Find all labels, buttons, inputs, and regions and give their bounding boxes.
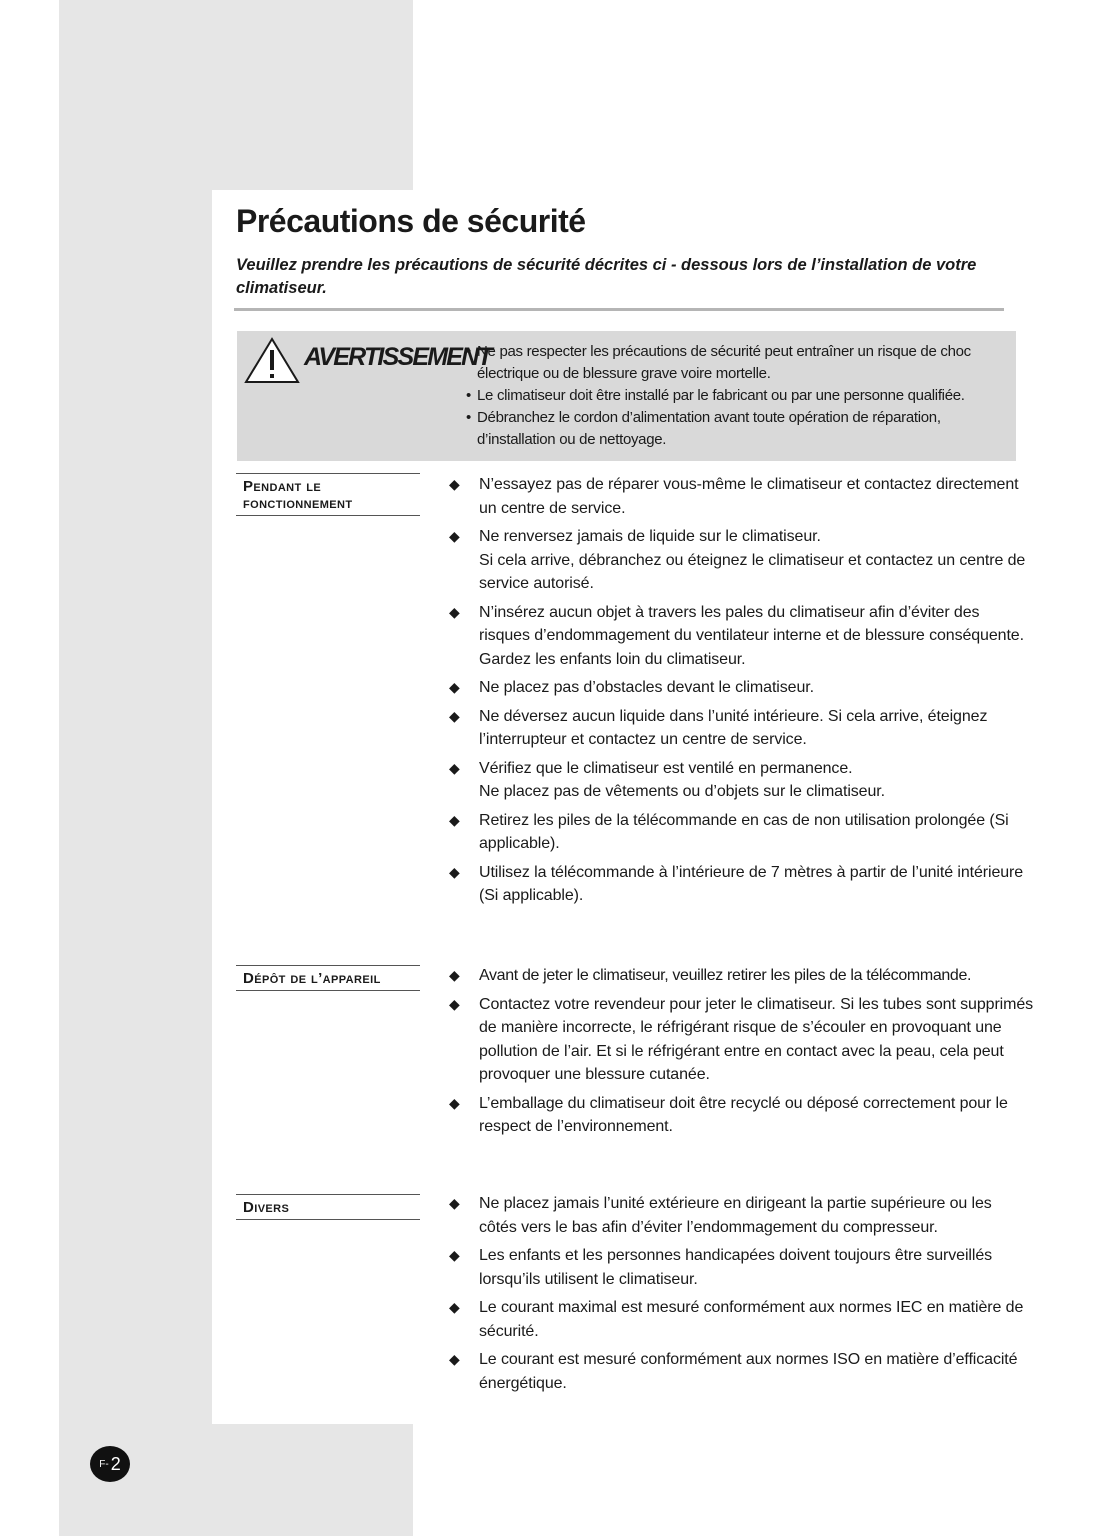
warning-list <box>466 341 1014 451</box>
section-list-disposal <box>449 964 1039 1144</box>
list-item: ◆ N’essayez pas de réparer vous-même le climatiseur et contactez directement un centre de service. <box>449 473 1029 520</box>
section-label-misc <box>236 1194 420 1220</box>
page-subtitle: Veuillez prendre les précautions de sécurité décrites ci - dessous lors de l’installation de votre climatiseur. <box>236 256 977 297</box>
warning-item: • Ne pas respecter les précautions de sécurité peut entraîner un risque de choc électrique ou de blessure grave voire mortelle. <box>466 341 1014 385</box>
page-number: 2 <box>110 1453 121 1474</box>
list-item: ◆ Ne renversez jamais de liquide sur le climatiseur. Si cela arrive, débranchez ou éteignez le climatiseur et contactez un centre de service autorisé. <box>449 525 1029 596</box>
section-label-text: Pendant le fonctionnement <box>243 478 353 512</box>
page-number-badge <box>90 1446 130 1482</box>
list-item: ◆ Vérifiez que le climatiseur est ventilé en permanence. Ne placez pas de vêtements ou d’objets sur le climatiseur. <box>449 757 1029 804</box>
list-item: ◆ Ne placez jamais l’unité extérieure en dirigeant la partie supérieure ou les côtés vers le bas afin d’éviter l’endommagement du compresseur. <box>449 1192 1029 1239</box>
list-item: ◆ L’emballage du climatiseur doit être recyclé ou déposé correctement pour le respect de l’environnement. <box>449 1092 1039 1139</box>
page-title: Précautions de sécurité <box>236 203 586 239</box>
section-list-operation <box>449 473 1029 913</box>
warning-item: • Débranchez le cordon d’alimentation avant toute opération de réparation, d’installation ou de nettoyage. <box>466 407 1014 451</box>
list-item: ◆ Contactez votre revendeur pour jeter le climatiseur. Si les tubes sont supprimés de manière incorrecte, le réfrigérant risque de s’écouler en provoquant une pollution de l’air. Et si le réfrigérant entre en contact avec la peau, cela peut provoquer une blessure cutanée. <box>449 993 1039 1087</box>
warning-label: AVERTISSEMENT <box>304 343 491 371</box>
section-label-operation <box>236 473 420 516</box>
list-item: ◆ Le courant maximal est mesuré conformément aux normes IEC en matière de sécurité. <box>449 1296 1029 1343</box>
warning-triangle-icon <box>244 337 300 385</box>
list-item: ◆ Avant de jeter le climatiseur, veuillez retirer les piles de la télécommande. <box>449 964 1039 988</box>
list-item: ◆ Le courant est mesuré conformément aux normes ISO en matière d’efficacité énergétique. <box>449 1348 1029 1395</box>
warning-item: • Le climatiseur doit être installé par le fabricant ou par une personne qualifiée. <box>466 385 1014 407</box>
list-item: ◆ Ne placez pas d’obstacles devant le climatiseur. <box>449 676 1029 700</box>
list-item: ◆ Utilisez la télécommande à l’intérieure de 7 mètres à partir de l’unité intérieure (Si applicable). <box>449 861 1029 908</box>
list-item: ◆ N’insérez aucun objet à travers les pales du climatiseur afin d’éviter des risques d’endommagement du ventilateur interne et de blessure conséquente. Gardez les enfants loin du climatiseur. <box>449 601 1029 672</box>
title-divider <box>234 308 1004 311</box>
page-prefix: F- <box>99 1458 109 1470</box>
section-label-text: Divers <box>243 1199 290 1216</box>
list-item: ◆ Les enfants et les personnes handicapées doivent toujours être surveillés lorsqu’ils utilisent le climatiseur. <box>449 1244 1029 1291</box>
list-item: ◆ Retirez les piles de la télécommande en cas de non utilisation prolongée (Si applicable). <box>449 809 1029 856</box>
list-item: ◆ Ne déversez aucun liquide dans l’unité intérieure. Si cela arrive, éteignez l’interrupteur et contactez un centre de service. <box>449 705 1029 752</box>
section-label-text: Dépôt de l’appareil <box>243 970 381 987</box>
section-label-disposal <box>236 965 420 991</box>
section-list-misc <box>449 1192 1029 1400</box>
